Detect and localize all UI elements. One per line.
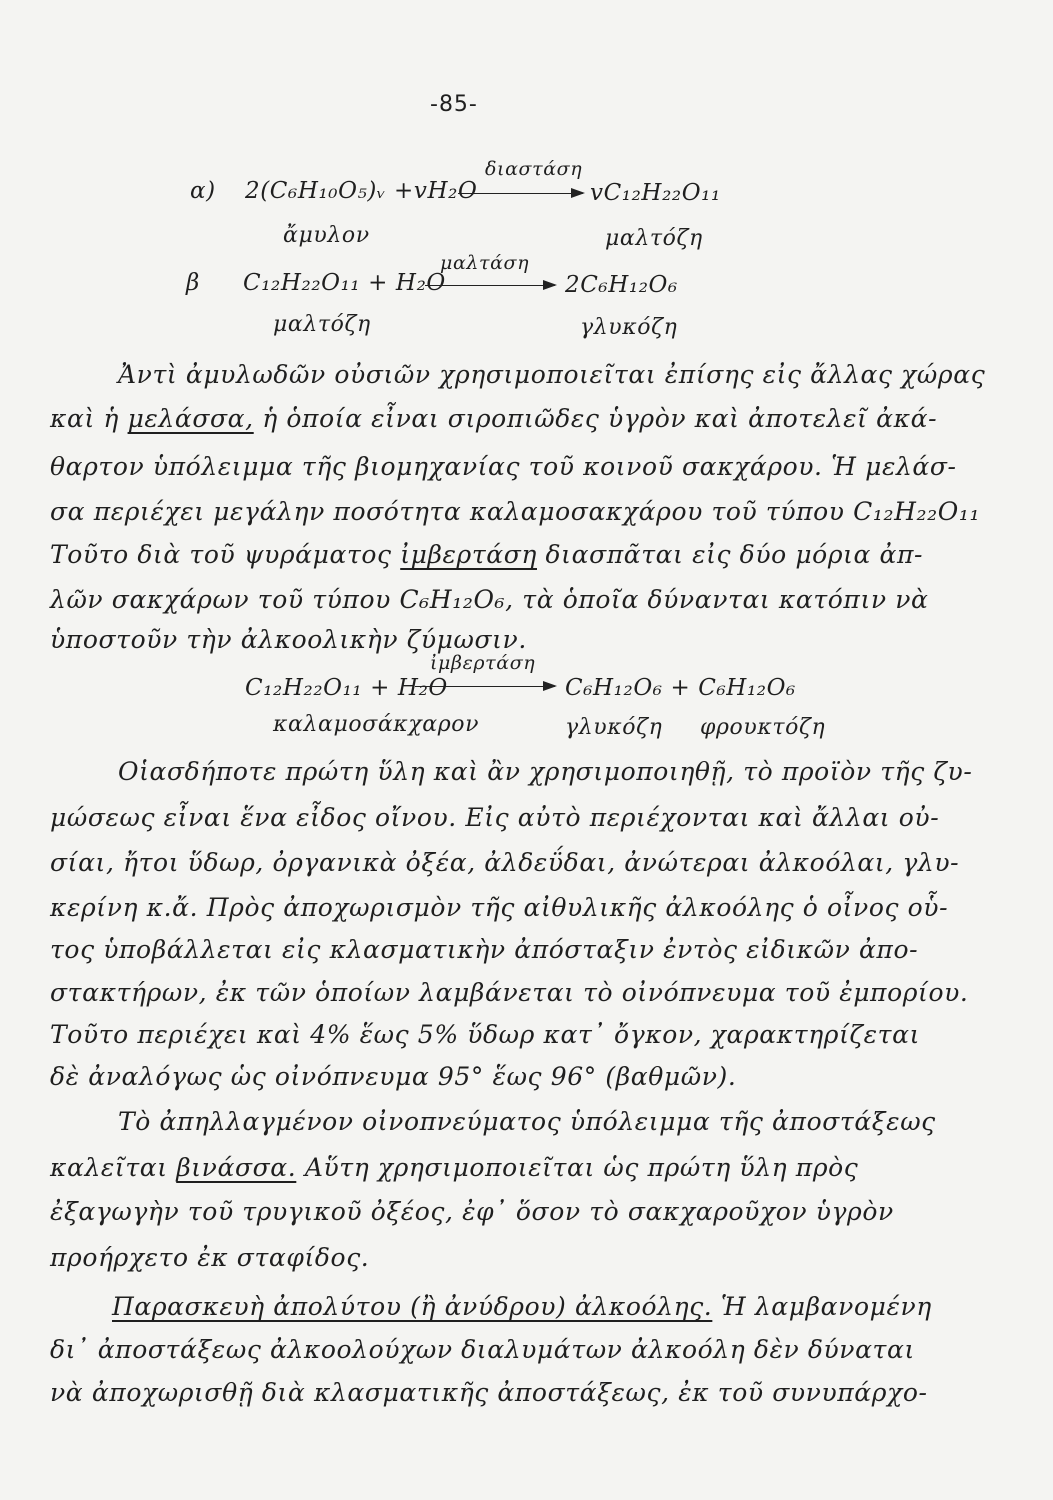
paragraph-2-line-2: μώσεως εἶναι ἕνα εἶδος οἴνου. Εἰς αὐτὸ περιέχονται καὶ ἄλλαι οὐ- xyxy=(50,803,940,832)
paragraph-3-line-4: προήρχετο ἐκ σταφίδος. xyxy=(50,1243,370,1272)
paragraph-3-line-1: Τὸ ἀπηλλαγμένον οἰνοπνεύματος ὑπόλειμμα τῆς ἀποστάξεως xyxy=(118,1107,936,1136)
paragraph-1-line-2 xyxy=(50,404,937,433)
reaction-b-products: 2C₆H₁₂O₆ xyxy=(565,272,678,298)
paragraph-1-line-2-end: ἡ ὁποία εἶναι σιροπιῶδες ὑγρὸν καὶ ἀποτελεῖ ἀκά- xyxy=(253,404,938,433)
term-vinassa: βινάσσα. xyxy=(176,1153,297,1182)
paragraph-1-line-4: σα περιέχει μεγάλην ποσότητα καλαμοσακχάρου τοῦ τύπου C₁₂H₂₂O₁₁ xyxy=(50,497,981,526)
paragraph-1-line-3: θαρτον ὑπόλειμμα τῆς βιομηχανίας τοῦ κοινοῦ σακχάρου. Ἡ μελάσ- xyxy=(50,452,957,481)
reaction-b-label: β xyxy=(186,270,200,296)
reaction-b-enzyme: μαλτάση xyxy=(440,252,530,274)
reaction-b-reactants: C₁₂H₂₂O₁₁ + H₂O xyxy=(243,270,446,296)
paragraph-3-line-2-start: καλεῖται xyxy=(50,1153,177,1182)
reaction-a-label: α) xyxy=(190,178,216,204)
reaction-c-reactant-name: καλαμοσάκχαρον xyxy=(273,712,480,737)
reaction-a-reactants: 2(C₆H₁₀O₅)ᵥ +vH₂O xyxy=(245,178,478,204)
reaction-b-arrow xyxy=(425,285,555,286)
paragraph-2-line-5: τος ὑποβάλλεται εἰς κλασματικὴν ἀπόσταξιν ἐντὸς εἰδικῶν ἀπο- xyxy=(50,935,919,964)
term-invertase: ἰμβερτάση xyxy=(400,540,537,569)
page-number: -85- xyxy=(430,92,478,117)
reaction-a-product-name: μαλτόζη xyxy=(605,226,703,251)
reaction-a-reactant-name: ἄμυλον xyxy=(283,223,370,248)
section-heading: Παρασκευὴ ἀπολύτου (ἢ ἀνύδρου) ἀλκοόλης. xyxy=(112,1292,713,1321)
term-melassa: μελάσσα, xyxy=(127,404,254,433)
paragraph-1-line-7: ὑποστοῦν τὴν ἀλκοολικὴν ζύμωσιν. xyxy=(50,625,527,654)
paragraph-2-line-7: Τοῦτο περιέχει καὶ 4% ἕως 5% ὕδωρ κατ᾽ ὄγκον, χαρακτηρίζεται xyxy=(50,1020,920,1049)
paragraph-1-line-5 xyxy=(50,540,923,569)
paragraph-1-line-6: λῶν σακχάρων τοῦ τύπου C₆H₁₂O₆, τὰ ὁποῖα δύνανται κατόπιν νὰ xyxy=(50,585,929,614)
paragraph-3-line-2-end: Αὕτη χρησιμοποιεῖται ὡς πρώτη ὕλη πρὸς xyxy=(296,1153,859,1182)
paragraph-3-line-3: ἐξαγωγὴν τοῦ τρυγικοῦ ὀξέος, ἐφ᾽ ὅσον τὸ σακχαροῦχον ὑγρὸν xyxy=(50,1197,894,1226)
reaction-c-enzyme: ἰμβερτάση xyxy=(430,652,536,674)
paragraph-1-line-5-start: Τοῦτο διὰ τοῦ ψυράματος xyxy=(50,540,401,569)
paragraph-4-line-1-end: Ἡ λαμβανομένη xyxy=(712,1292,932,1321)
paragraph-1-line-5-end: διασπᾶται εἰς δύο μόρια ἀπ- xyxy=(536,540,924,569)
paragraph-2-line-8: δὲ ἀναλόγως ὡς οἰνόπνευμα 95° ἕως 96° (βαθμῶν). xyxy=(50,1062,737,1091)
reaction-c-product-name-2: φρουκτόζη xyxy=(700,715,826,740)
paragraph-2-line-1: Οἱασδήποτε πρώτη ὕλη καὶ ἂν χρησιμοποιηθῇ, τὸ προϊὸν τῆς ζυ- xyxy=(118,757,973,786)
reaction-b-reactant-name: μαλτόζη xyxy=(273,312,371,337)
paragraph-2-line-4: κερίνη κ.ἄ. Πρὸς ἀποχωρισμὸν τῆς αἰθυλικῆς ἀλκοόλης ὁ οἶνος οὗ- xyxy=(50,893,949,922)
reaction-a-products: vC₁₂H₂₂O₁₁ xyxy=(590,180,721,206)
paragraph-4-line-2: δι᾽ ἀποστάξεως ἀλκοολούχων διαλυμάτων ἀλκοόλη δὲν δύναται xyxy=(50,1335,915,1364)
paragraph-1-line-2-start: καὶ ἡ xyxy=(50,404,128,433)
paragraph-2-line-3: σίαι, ἤτοι ὕδωρ, ὀργανικὰ ὀξέα, ἀλδεΰδαι, ἀνώτεραι ἀλκοόλαι, γλυ- xyxy=(50,848,960,877)
reaction-a-enzyme: διαστάση xyxy=(485,158,583,180)
paragraph-4-line-1 xyxy=(112,1292,932,1321)
reaction-b-product-name: γλυκόζη xyxy=(580,315,678,340)
reaction-a-arrow xyxy=(458,193,583,194)
paragraph-1-line-1: Ἀντὶ ἀμυλωδῶν οὐσιῶν χρησιμοποιεῖται ἐπίσης εἰς ἄλλας χώρας xyxy=(118,360,986,389)
paragraph-2-line-6: στακτήρων, ἐκ τῶν ὁποίων λαμβάνεται τὸ οἰνόπνευμα τοῦ ἐμπορίου. xyxy=(50,978,969,1007)
reaction-c-arrow xyxy=(415,686,555,687)
reaction-c-reactants: C₁₂H₂₂O₁₁ + H₂O xyxy=(245,675,448,701)
reaction-c-products: C₆H₁₂O₆ + C₆H₁₂O₆ xyxy=(565,675,796,701)
paragraph-3-line-2 xyxy=(50,1153,858,1182)
paragraph-4-line-3: νὰ ἀποχωρισθῇ διὰ κλασματικῆς ἀποστάξεως, ἐκ τοῦ συνυπάρχο- xyxy=(50,1378,928,1407)
reaction-c-product-name-1: γλυκόζη xyxy=(565,715,663,740)
